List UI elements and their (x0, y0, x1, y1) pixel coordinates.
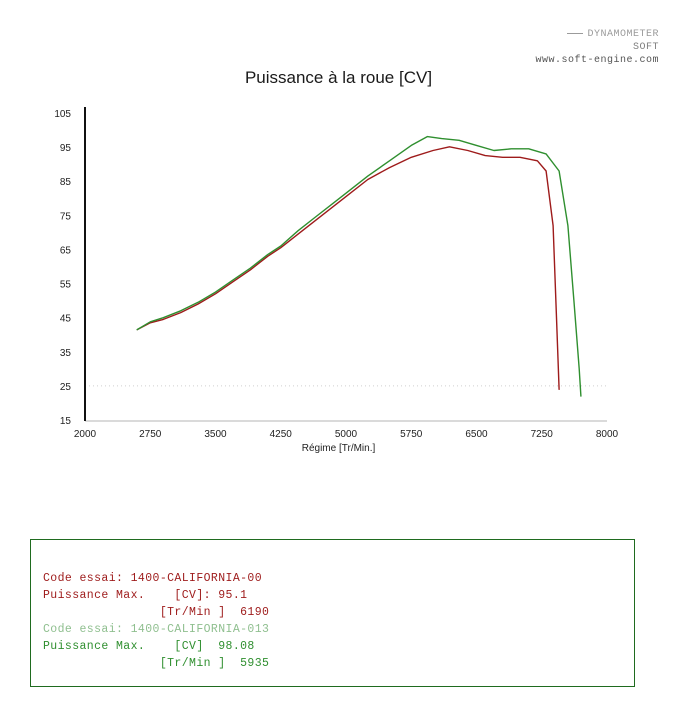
x-tick-label: 8000 (595, 429, 619, 440)
x-tick-label: 2750 (139, 429, 162, 440)
x-tick-label: 5000 (334, 429, 358, 440)
x-axis-title: Régime [Tr/Min.] (301, 443, 376, 454)
watermark-brand-line (459, 28, 659, 41)
y-tick-label: 75 (59, 211, 71, 223)
y-tick-label: 25 (59, 381, 71, 393)
x-axis-tick-labels (74, 429, 619, 440)
test-info-box (30, 539, 635, 687)
info-row: Puissance Max. [CV]: 95.1 (43, 589, 248, 602)
x-tick-label: 6500 (465, 429, 488, 440)
watermark (459, 28, 659, 67)
y-tick-label: 45 (59, 313, 71, 325)
test-info-rows (31, 540, 634, 672)
series-group (137, 137, 581, 397)
series-line-1 (137, 147, 559, 389)
y-tick-label: 95 (59, 143, 71, 155)
watermark-brand-text: DYNAMOMETER (587, 29, 659, 40)
info-row: [Tr/Min ] 6190 (43, 606, 270, 619)
chart-svg (0, 95, 677, 445)
y-tick-label: 35 (59, 347, 71, 359)
chart-plot-area (0, 95, 677, 445)
y-tick-label: 105 (54, 109, 71, 120)
watermark-soft-line (459, 41, 659, 54)
watermark-site: www.soft-engine.com (535, 55, 659, 66)
y-tick-label: 55 (59, 279, 71, 291)
x-tick-label: 3500 (204, 429, 227, 440)
x-tick-label: 7250 (530, 429, 553, 440)
info-row: Puissance Max. [CV] 98.08 (43, 640, 255, 653)
y-tick-label: 15 (59, 416, 71, 427)
watermark-dash-icon (567, 33, 583, 34)
info-row: Code essai: 1400-CALIFORNIA-013 (43, 623, 270, 636)
x-tick-label: 5750 (400, 429, 423, 440)
info-row: Code essai: 1400-CALIFORNIA-00 (43, 572, 263, 585)
axis-baselines (85, 107, 607, 421)
x-tick-label: 2000 (73, 429, 97, 440)
chart-title: Puissance à la roue [CV] (244, 68, 433, 87)
y-tick-label: 85 (59, 177, 71, 189)
info-row: [Tr/Min ] 5935 (43, 657, 270, 670)
series-line-2 (137, 137, 581, 397)
y-tick-label: 65 (59, 245, 71, 257)
watermark-soft-text: SOFT (632, 42, 659, 53)
x-tick-label: 4250 (269, 429, 292, 440)
y-axis-tick-labels (54, 109, 71, 427)
